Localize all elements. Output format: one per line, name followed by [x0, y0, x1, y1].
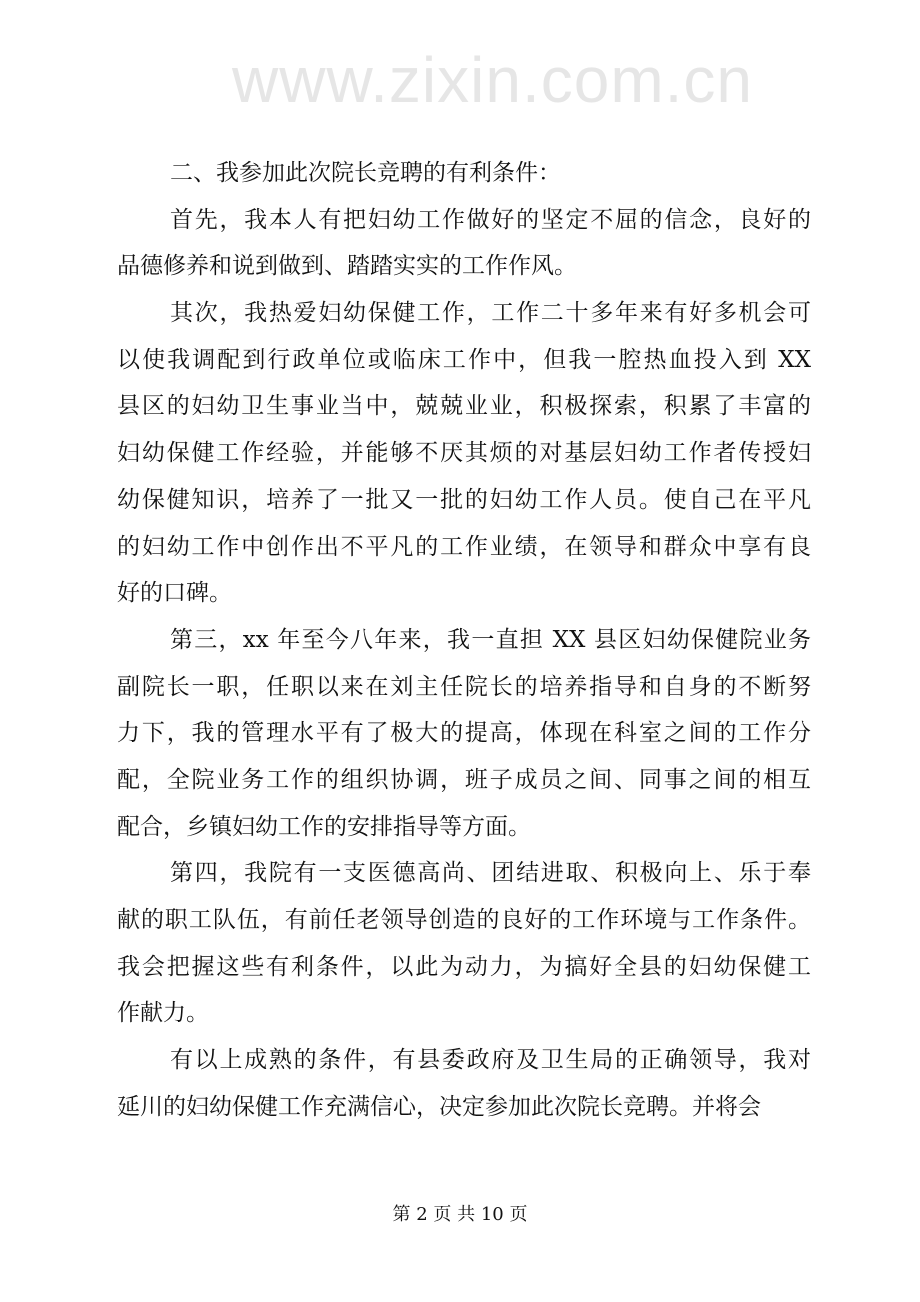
paragraph — [117, 617, 811, 850]
paragraph-line: 幼保健知识，培养了一批又一批的妇幼工作人员。使自己在平凡 — [117, 486, 811, 513]
paragraph-line: 延川的妇幼保健工作充满信心，决定参加此次院长竞聘。并将会 — [117, 1093, 761, 1120]
paragraph-line: 首先，我本人有把妇幼工作做好的坚定不屈的信念，良好的 — [170, 206, 811, 233]
paragraph-line: 副院长一职，任职以来在刘主任院长的培养指导和自身的不断努 — [117, 673, 811, 700]
paragraph — [117, 290, 811, 617]
page-footer: 第 2 页 共 10 页 — [392, 1204, 528, 1225]
paragraph-line: 好的口碑。 — [117, 580, 232, 607]
paragraph-line: 我会把握这些有利条件，以此为动力，为搞好全县的妇幼保健工 — [117, 953, 811, 980]
paragraph-line: 第三，xx 年至今八年来，我一直担 XX 县区妇幼保健院业务 — [170, 626, 811, 653]
paragraph — [117, 850, 811, 1037]
paragraph-line: 第四，我院有一支医德高尚、团结进取、积极向上、乐于奉 — [170, 860, 811, 887]
paragraph-line: 献的职工队伍，有前任老领导创造的良好的工作环境与工作条件。 — [117, 907, 811, 933]
paragraph-line: 配，全院业务工作的组织协调，班子成员之间、同事之间的相互 — [117, 766, 811, 793]
watermark: www.zixin.com.cn — [232, 44, 753, 116]
paragraph-line: 的妇幼工作中创作出不平凡的工作业绩，在领导和群众中享有良 — [117, 533, 811, 560]
paragraph-line: 作献力。 — [117, 1000, 209, 1027]
paragraph-line: 其次，我热爱妇幼保健工作，工作二十多年来有好多机会可 — [170, 300, 811, 327]
paragraph-line: 县区的妇幼卫生事业当中，兢兢业业，积极探索，积累了丰富的 — [117, 393, 811, 420]
paragraph-line: 品德修养和说到做到、踏踏实实的工作作风。 — [117, 253, 577, 280]
paragraph-line: 配合，乡镇妇幼工作的安排指导等方面。 — [117, 813, 531, 840]
paragraph — [117, 1037, 811, 1130]
document-body — [117, 150, 811, 1130]
paragraph-line: 二、我参加此次院长竞聘的有利条件： — [170, 160, 561, 186]
paragraph — [117, 150, 811, 197]
paragraph — [117, 197, 811, 290]
paragraph-line: 有以上成熟的条件，有县委政府及卫生局的正确领导，我对 — [170, 1047, 811, 1074]
paragraph-line: 以使我调配到行政单位或临床工作中，但我一腔热血投入到 XX — [117, 346, 811, 373]
paragraph-line: 力下，我的管理水平有了极大的提高，体现在科室之间的工作分 — [117, 720, 811, 747]
paragraph-line: 妇幼保健工作经验，并能够不厌其烦的对基层妇幼工作者传授妇 — [117, 440, 811, 467]
